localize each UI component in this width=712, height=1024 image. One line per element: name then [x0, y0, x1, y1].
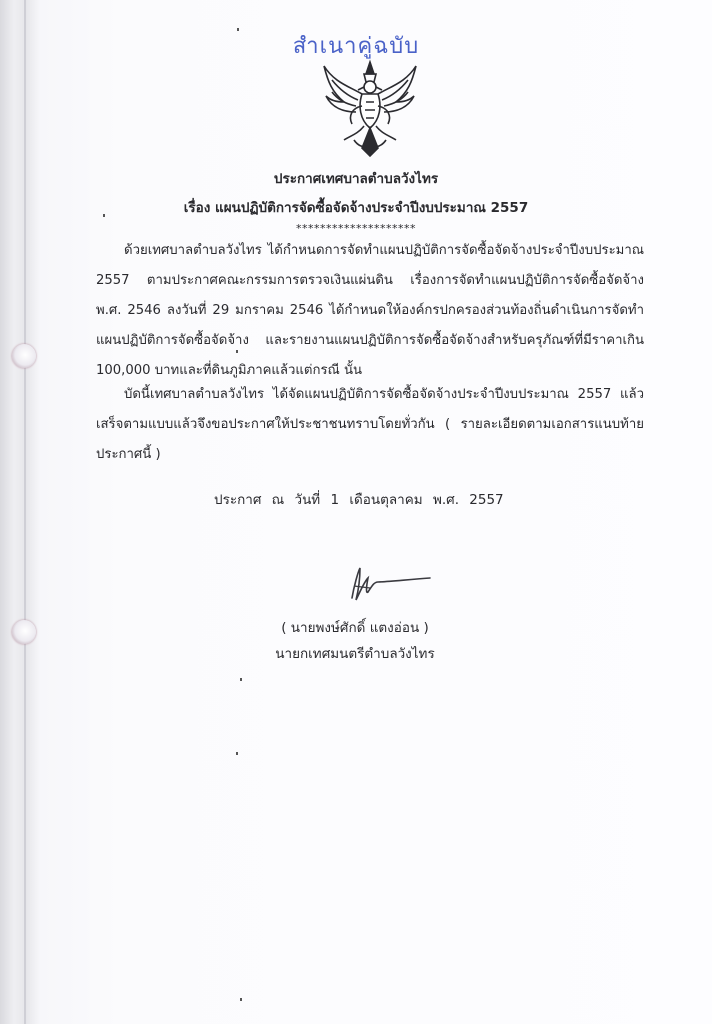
body-paragraph-1: ด้วยเทศบาลตำบลวังไทร ได้กำหนดการจัดทำแผนปฏิบัติการจัดซื้อจัดจ้างประจำปีงบประมาณ 2557 ตามประกาศคณะกรรมการตรวจเงินแผ่นดิน เรื่องการจัดทำแผนปฏิบัติการจัดซื้อจัดจ้าง พ.ศ. 2546 ลงวันที่ 29 มกราคม 2546 ได้กำหนดให้องค์กรปกครองส่วนท้องถิ่นดำเนินการจัดทำแผนปฏิบัติการจัดซื้อจัดจ้าง และรายงานแผนปฏิบัติการจัดซื้อจัดจ้างสำหรับครุภัณฑ์ที่มีราคาเกิน 100,000 บาทและที่ดินภูมิภาคแล้วแต่กรณี นั้น	[96, 243, 644, 378]
paper-speck	[240, 998, 242, 1001]
punch-hole	[12, 620, 36, 644]
announcement-subject: เรื่อง แผนปฏิบัติการจัดซื้อจัดจ้างประจำปีงบประมาณ 2557	[183, 200, 529, 216]
garuda-emblem-icon	[318, 56, 422, 160]
announcement-date: ประกาศ ณ วันที่ 1 เดือนตุลาคม พ.ศ. 2557	[214, 492, 504, 508]
signature-graphic	[344, 562, 434, 606]
signatory-name: ( นายพงษ์ศักดิ์ แตงอ่อน )	[281, 620, 429, 636]
paper-speck	[236, 350, 238, 353]
paper-speck	[103, 214, 105, 217]
paper-speck	[240, 678, 242, 681]
body-paragraph-2: บัดนี้เทศบาลตำบลวังไทร ได้จัดแผนปฏิบัติการจัดซื้อจัดจ้างประจำปีงบประมาณ 2557 แล้วเสร็จตามแบบแล้วจึงขอประกาศให้ประชาชนทราบโดยทั่วกัน ( รายละเอียดตามเอกสารแนบท้ายประกาศนี้ )	[96, 387, 644, 462]
separator-line: ********************	[296, 222, 416, 235]
paper-speck	[236, 752, 238, 755]
signatory-position: นายกเทศมนตรีตำบลวังไทร	[275, 646, 435, 662]
paper-speck	[237, 28, 239, 31]
page-fold-line	[24, 0, 26, 1024]
announcement-title: ประกาศเทศบาลตำบลวังไทร	[273, 171, 439, 187]
copy-stamp: สำเนาคู่ฉบับ	[292, 34, 420, 59]
punch-hole	[12, 344, 36, 368]
